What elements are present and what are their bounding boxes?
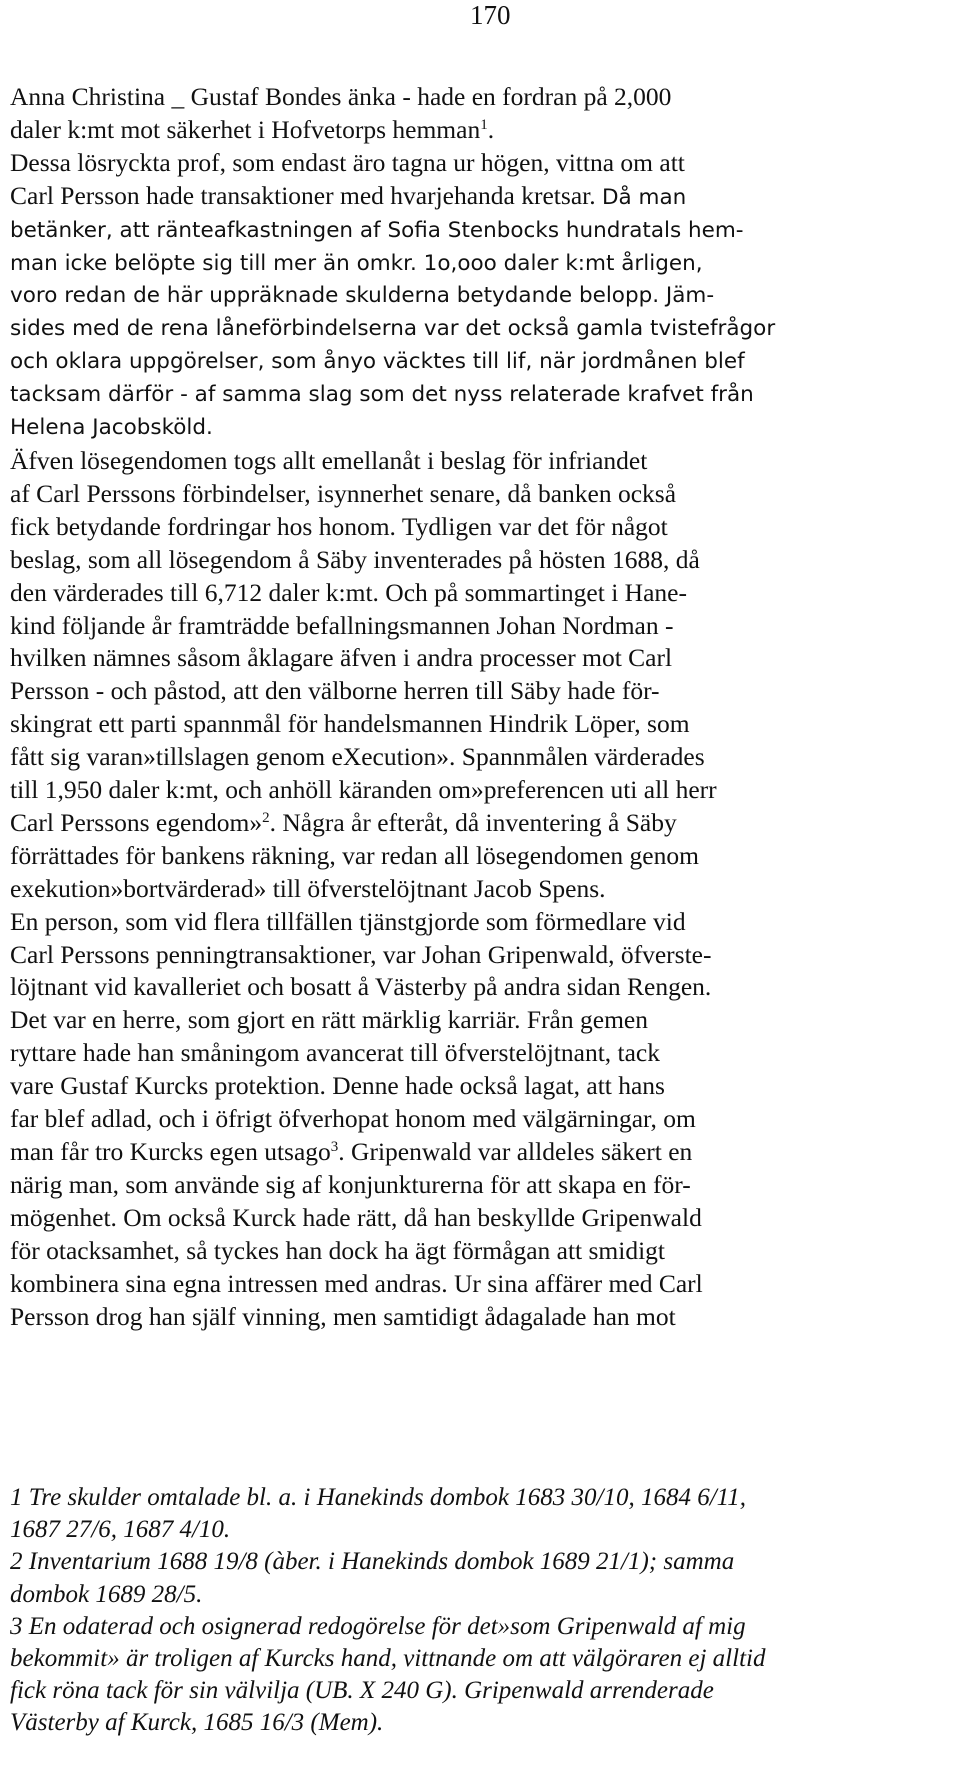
text-segment: kind följande år framträdde befallningsmannen Johan Nordman - <box>10 610 674 640</box>
text-segment: Anna Christina _ Gustaf Bondes änka - hade en fordran på 2,000 <box>10 82 672 111</box>
text-segment: den värderades till 6,712 daler k:mt. Och på sommartinget i Hane- <box>10 577 687 607</box>
text-segment: till 1,950 daler k:mt, och anhöll käranden om»preferencen uti all herr <box>10 775 717 805</box>
footnote-line: bekommit» är troligen af Kurcks hand, vittnande om att välgöraren ej alltid <box>10 1645 766 1673</box>
text-segment: kombinera sina egna intressen med andras. Ur sina affärer med Carl <box>10 1268 703 1298</box>
text-segment: Carl Persson hade transaktioner med hvarjehanda kretsar. <box>10 180 602 210</box>
text-segment: Det var en herre, som gjort en rätt märklig karriär. Från gemen <box>10 1005 648 1035</box>
text-segment: Då man <box>601 184 687 210</box>
text-line <box>10 544 950 577</box>
text-segment: Carl Perssons penningtransaktioner, var Johan Gripenwald, öfverste- <box>10 939 712 969</box>
text-segment: Persson - och påstod, att den välborne herren till Säby hade för- <box>10 676 660 706</box>
text-segment: betänker, att ränteafkastningen af Sofia Stenbocks hundratals hem- <box>10 217 744 243</box>
text-segment: far blef adlad, och i öfrigt öfverhopat honom med välgärningar, om <box>10 1104 696 1134</box>
footnotes <box>10 1482 950 1740</box>
text-line <box>10 280 950 313</box>
text-segment: förrättades för bankens räkning, var redan all lösegendomen genom <box>10 840 699 870</box>
footnote-line: Västerby af Kurck, 1685 16/3 (Mem). <box>10 1709 384 1737</box>
text-line <box>10 1268 950 1301</box>
text-segment: fått sig varan»tillslagen genom eXecution». Spannmålen värderades <box>10 742 705 772</box>
text-line <box>10 1136 950 1169</box>
text-segment: Äfven lösegendomen togs allt emellanåt i beslag för infriandet <box>10 445 648 475</box>
text-line <box>10 215 950 248</box>
text-line <box>10 81 950 114</box>
text-line <box>10 114 950 147</box>
text-segment: man får tro Kurcks egen utsago <box>10 1137 331 1166</box>
text-line <box>10 939 950 972</box>
footnote-line: 2 Inventarium 1688 19/8 (àber. i Hanekinds dombok 1689 21/1); samma <box>10 1548 735 1576</box>
text-line <box>10 1301 950 1334</box>
text-line <box>10 840 950 873</box>
text-segment: tacksam därför - af samma slag som det nyss relaterade krafvet från <box>10 382 754 408</box>
text-segment: fick betydande fordringar hos honom. Tydligen var det för något <box>10 511 668 541</box>
text-line <box>10 313 950 346</box>
text-line <box>10 1004 950 1037</box>
text-line <box>10 147 950 180</box>
text-segment: voro redan de här uppräknade skulderna betydande belopp. Jäm- <box>10 283 715 309</box>
text-line <box>10 642 950 675</box>
text-line <box>10 1169 950 1202</box>
text-line <box>10 1037 950 1070</box>
text-line <box>10 577 950 610</box>
text-segment: . Gripenwald var alldeles säkert en <box>338 1137 693 1166</box>
body-text <box>10 81 950 1333</box>
text-line <box>10 708 950 741</box>
footnote-marker: 2 <box>262 809 270 826</box>
text-segment: af Carl Perssons förbindelser, isynnerhet senare, då banken också <box>10 478 677 508</box>
text-line <box>10 774 950 807</box>
text-line <box>10 248 950 281</box>
text-line <box>10 346 950 379</box>
text-segment: En person, som vid flera tillfällen tjänstgjorde som förmedlare vid <box>10 906 686 936</box>
text-segment: ryttare hade han småningom avancerat till öfverstelöjtnant, tack <box>10 1038 661 1068</box>
text-segment: Helena Jacobsköld. <box>10 415 213 441</box>
text-line <box>10 412 950 445</box>
text-segment: beslag, som all lösegendom å Säby inventerades på hösten 1688, då <box>10 544 700 574</box>
text-segment: exekution»bortvärderad» till öfverstelöjtnant Jacob Spens. <box>10 873 606 903</box>
text-line <box>10 1103 950 1136</box>
text-segment: skingrat ett parti spannmål för handelsmannen Hindrik Löper, som <box>10 709 690 739</box>
text-segment: och oklara uppgörelser, som ånyo väcktes till lif, när jordmånen blef <box>10 349 745 375</box>
text-line <box>10 971 950 1004</box>
text-segment: närig man, som använde sig af konjunkturerna för att skapa en för- <box>10 1169 691 1199</box>
page-number: 170 <box>470 0 511 30</box>
text-line <box>10 906 950 939</box>
text-segment: Dessa lösryckta prof, som endast äro tagna ur högen, vittna om att <box>10 147 685 177</box>
text-line <box>10 511 950 544</box>
text-line <box>10 478 950 511</box>
footnote-marker: 1 <box>480 116 488 133</box>
footnote-line: dombok 1689 28/5. <box>10 1580 203 1608</box>
text-line <box>10 741 950 774</box>
text-segment: Persson drog han själf vinning, men samtidigt ådagalade han mot <box>10 1301 676 1331</box>
text-line <box>10 873 950 906</box>
text-segment: daler k:mt mot säkerhet i Hofvetorps hemman <box>10 114 481 144</box>
text-line <box>10 180 950 215</box>
text-line <box>10 610 950 643</box>
text-segment: . <box>487 114 495 144</box>
text-segment: Carl Perssons egendom» <box>10 807 263 837</box>
text-segment: . Några år efteråt, då inventering å Säby <box>269 807 677 837</box>
text-line <box>10 1235 950 1268</box>
text-segment: hvilken nämnes såsom åklagare äfven i andra processer mot Carl <box>10 643 673 673</box>
footnote-line: 1 Tre skulder omtalade bl. a. i Hanekinds dombok 1683 30/10, 1684 6/11, <box>10 1484 747 1511</box>
text-segment: sides med de rena låneförbindelserna var det också gamla tvistefrågor <box>10 316 776 342</box>
footnote-marker: 3 <box>330 1139 339 1155</box>
text-line <box>10 807 950 840</box>
footnote-line: 1687 27/6, 1687 4/10. <box>10 1516 231 1544</box>
footnote-line: 3 En odaterad och osignerad redogörelse för det»som Gripenwald af mig <box>10 1612 746 1640</box>
text-line <box>10 1070 950 1103</box>
text-segment: mögenhet. Om också Kurck hade rätt, då han beskyllde Gripenwald <box>10 1202 702 1232</box>
text-segment: vare Gustaf Kurcks protektion. Denne hade också lagat, att hans <box>10 1071 665 1101</box>
text-segment: löjtnant vid kavalleriet och bosatt å Västerby på andra sidan Rengen. <box>10 972 712 1002</box>
text-segment: för otacksamhet, så tyckes han dock ha ägt förmågan att smidigt <box>10 1235 666 1265</box>
text-line <box>10 379 950 412</box>
text-line <box>10 675 950 708</box>
text-line <box>10 1202 950 1235</box>
footnote-line: fick röna tack för sin välvilja (UB. X 240 G). Gripenwald arrenderade <box>10 1677 714 1705</box>
text-line <box>10 445 950 478</box>
text-segment: man icke belöpte sig till mer än omkr. 1o,ooo daler k:mt årligen, <box>10 250 703 276</box>
